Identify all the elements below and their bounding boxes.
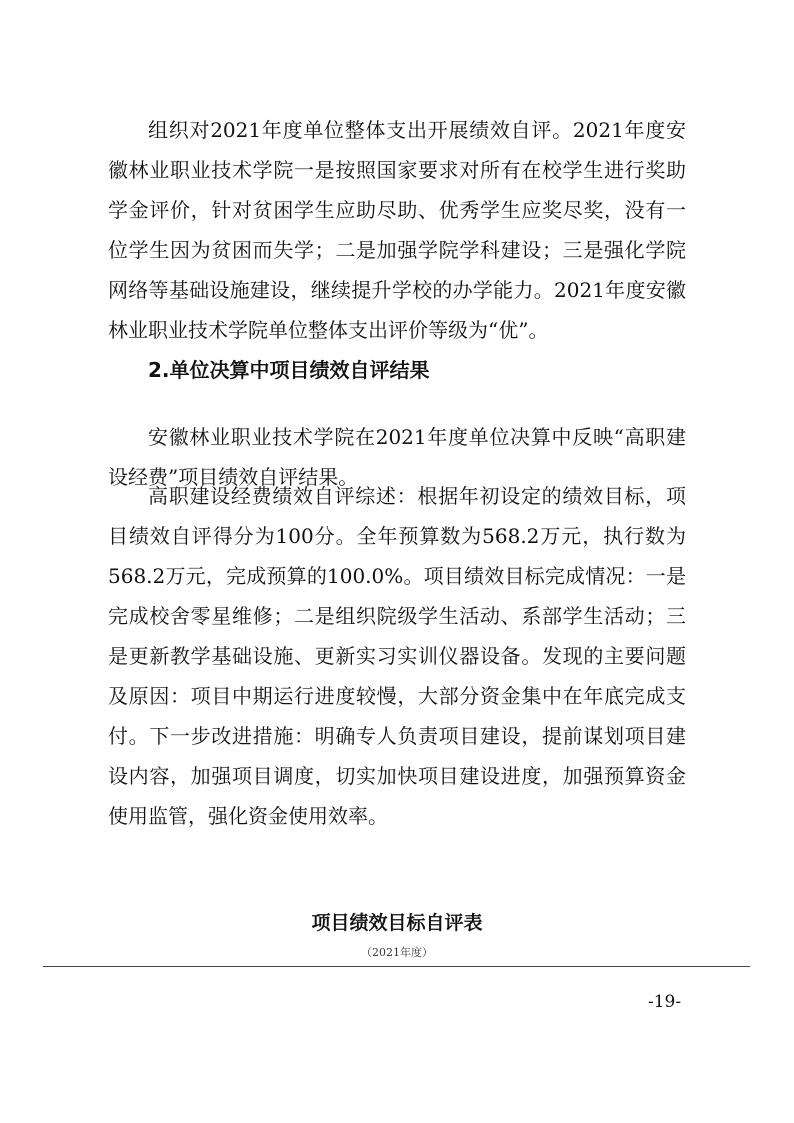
page-number: -19-: [648, 992, 682, 1012]
table-subtitle: （2021年度）: [361, 946, 433, 959]
body-paragraph-overall-evaluation: 组织对2021年度单位整体支出开展绩效自评。2021年度安徽林业职业技术学院一是按照国家要求对所有在校学生进行奖助学金评价，针对贫困学生应助尽助、优秀学生应奖尽奖，没有一位学生因为贫困而失学；二是加强学院学科建设；三是强化学院网络等基础设施建设，继续提升学校的办学能力。2021年度安徽林业职业技术学院单位整体支出评价等级为“优”。: [108, 118, 686, 342]
body-paragraph-project-summary: 高职建设经费绩效自评综述：根据年初设定的绩效目标，项目绩效自评得分为100分。全年预算数为568.2万元，执行数为568.2万元，完成预算的100.0%。项目绩效目标完成情况：一是完成校舍零星维修；二是组织院级学生活动、系部学生活动；三是更新教学基础设施、更新实习实训仪器设备。发现的主要问题及原因：项目中期运行进度较慢，大部分资金集中在年底完成支付。下一步改进措施：明确专人负责项目建设，提前谋划项目建设内容，加强项目调度，切实加快项目建设进度，加强预算资金使用监管，强化资金使用效率。: [108, 484, 686, 828]
body-paragraph-project-intro: 安徽林业职业技术学院在2021年度单位决算中反映“高职建设经费”项目绩效自评结果。: [108, 425, 686, 489]
section-heading: 2.单位决算中项目绩效自评结果: [148, 358, 430, 382]
table-title: 项目绩效目标自评表: [311, 912, 483, 934]
divider-line: [43, 966, 750, 967]
